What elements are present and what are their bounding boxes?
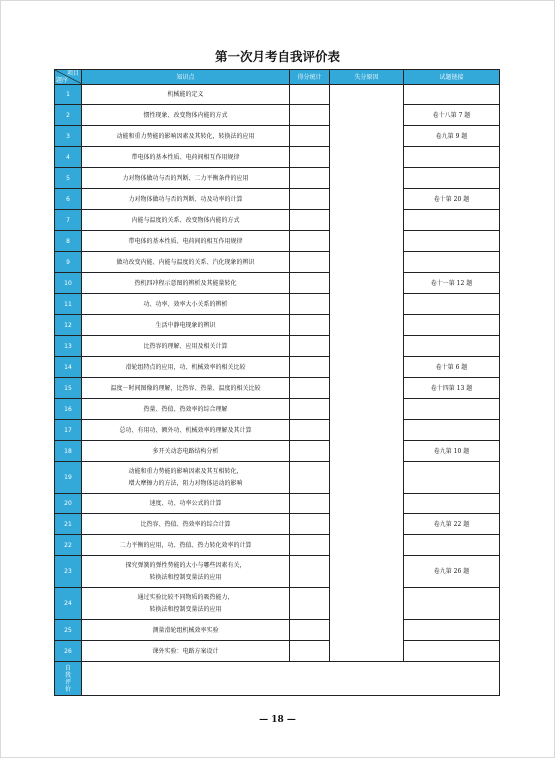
knowledge-text: 动能和重力势能的影响因素及其互相转化， <box>128 468 243 475</box>
score-cell[interactable] <box>290 168 330 189</box>
row-number: 23 <box>55 556 82 588</box>
question-link: 卷九第 26 题 <box>404 556 500 588</box>
self-eval-label <box>55 662 82 696</box>
table-row <box>55 535 500 556</box>
score-cell[interactable] <box>290 252 330 273</box>
table-row <box>55 441 500 462</box>
self-eval-char: 自 <box>64 664 71 672</box>
row-number: 18 <box>55 441 82 462</box>
page-number: — 18 — <box>259 715 296 725</box>
table-row <box>55 231 500 252</box>
self-eval-char: 价 <box>64 685 71 693</box>
table-row <box>55 315 500 336</box>
header-reason: 失分原因 <box>330 70 404 85</box>
header-score: 得分统计 <box>290 70 330 85</box>
knowledge-point <box>82 420 290 441</box>
question-link: 卷九第 10 题 <box>404 441 500 462</box>
score-cell[interactable] <box>290 85 330 105</box>
question-link <box>404 168 500 189</box>
row-number: 9 <box>55 252 82 273</box>
knowledge-text: 内能与温度的关系、改变物体内能的方式 <box>131 216 240 224</box>
score-cell[interactable] <box>290 126 330 147</box>
score-cell[interactable] <box>290 556 330 588</box>
knowledge-text: 比热容、热值、热效率的综合计算 <box>140 520 231 528</box>
knowledge-text: 通过实验比较不同物质的吸热能力， <box>137 594 234 601</box>
corner-bottom-label: 题序 <box>56 77 69 84</box>
row-number: 15 <box>55 378 82 399</box>
table-row <box>55 620 500 641</box>
corner-top-label: 项目 <box>66 70 79 77</box>
question-link <box>404 462 500 494</box>
header-link: 试题链接 <box>404 70 500 85</box>
score-cell[interactable] <box>290 105 330 126</box>
score-cell[interactable] <box>290 535 330 556</box>
question-link: 卷十第 20 题 <box>404 189 500 210</box>
knowledge-point <box>82 252 290 273</box>
table-row <box>55 588 500 620</box>
question-link <box>404 231 500 252</box>
score-cell[interactable] <box>290 399 330 420</box>
row-number: 1 <box>55 85 82 105</box>
knowledge-text-line2: 转换法和控制变量法的应用 <box>149 574 222 581</box>
table-row <box>55 357 500 378</box>
table-row <box>55 494 500 514</box>
knowledge-point <box>82 105 290 126</box>
question-link <box>404 399 500 420</box>
knowledge-point <box>82 535 290 556</box>
score-cell[interactable] <box>290 420 330 441</box>
row-number: 13 <box>55 336 82 357</box>
knowledge-text: 探究弹簧的弹性势能的大小与哪些因素有关， <box>125 562 246 569</box>
knowledge-point <box>82 85 290 105</box>
row-number: 24 <box>55 588 82 620</box>
knowledge-point <box>82 168 290 189</box>
knowledge-point <box>82 514 290 535</box>
knowledge-text: 测量滑轮组机械效率实验 <box>152 626 219 634</box>
knowledge-text: 课外实验：电路方案设计 <box>152 647 219 655</box>
question-link: 卷十八第 7 题 <box>404 105 500 126</box>
table-row <box>55 420 500 441</box>
table-row <box>55 336 500 357</box>
knowledge-text: 动能和重力势能的影响因素及其转化，转换法的应用 <box>116 132 255 140</box>
row-number: 19 <box>55 462 82 494</box>
table-row <box>55 85 500 105</box>
question-link <box>404 85 500 105</box>
knowledge-text: 温度－时间图像的理解，比热容、热量、温度的相关比较 <box>110 384 261 392</box>
question-link <box>404 588 500 620</box>
knowledge-point <box>82 294 290 315</box>
question-link <box>404 420 500 441</box>
knowledge-point <box>82 126 290 147</box>
score-cell[interactable] <box>290 210 330 231</box>
row-number: 5 <box>55 168 82 189</box>
score-cell[interactable] <box>290 189 330 210</box>
knowledge-text: 比热容的理解、应用及相关计算 <box>143 342 228 350</box>
row-number: 3 <box>55 126 82 147</box>
table-row <box>55 514 500 535</box>
table-row <box>55 641 500 662</box>
knowledge-point <box>82 189 290 210</box>
knowledge-text: 做功改变内能、内能与温度的关系、汽化现象的辨识 <box>116 258 255 266</box>
score-cell[interactable] <box>290 315 330 336</box>
score-cell[interactable] <box>290 336 330 357</box>
row-number: 6 <box>55 189 82 210</box>
question-link: 卷九第 22 题 <box>404 514 500 535</box>
score-cell[interactable] <box>290 588 330 620</box>
table-row <box>55 189 500 210</box>
question-link: 卷十四第 13 题 <box>404 378 500 399</box>
question-link <box>404 494 500 514</box>
table-row <box>55 462 500 494</box>
knowledge-text: 力对物体做功与否的判断、二力平衡条件的应用 <box>122 174 249 182</box>
knowledge-point <box>82 357 290 378</box>
row-number: 16 <box>55 399 82 420</box>
knowledge-text: 带电体的基本性质、电荷间相互作用规律 <box>131 153 240 161</box>
knowledge-text: 总功、有用功、额外功、机械效率的理解及其计算 <box>119 426 252 434</box>
knowledge-text: 多开关动态电路结构分析 <box>152 447 219 455</box>
knowledge-point <box>82 556 290 588</box>
knowledge-text: 力对物体做功与否的判断、功及功率的计算 <box>128 195 243 203</box>
question-link <box>404 210 500 231</box>
question-link <box>404 294 500 315</box>
knowledge-text: 生活中静电现象的辨识 <box>155 321 216 329</box>
table-row <box>55 399 500 420</box>
knowledge-text: 速度、功、功率公式的计算 <box>149 500 222 507</box>
corner-header-cell <box>55 70 82 85</box>
table-row <box>55 378 500 399</box>
question-link <box>404 315 500 336</box>
row-number: 17 <box>55 420 82 441</box>
knowledge-point <box>82 441 290 462</box>
row-number: 26 <box>55 641 82 662</box>
knowledge-text: 惯性现象、改变物体内能的方式 <box>143 111 228 119</box>
score-cell[interactable] <box>290 357 330 378</box>
table-row <box>55 147 500 168</box>
row-number: 21 <box>55 514 82 535</box>
knowledge-text: 机械能的定义 <box>167 91 204 98</box>
knowledge-text: 滑轮组特点的应用，功、机械效率的相关比较 <box>125 363 246 371</box>
knowledge-point <box>82 336 290 357</box>
score-cell[interactable] <box>290 514 330 535</box>
table-row <box>55 168 500 189</box>
knowledge-point <box>82 620 290 641</box>
knowledge-point <box>82 315 290 336</box>
row-number: 14 <box>55 357 82 378</box>
knowledge-point <box>82 210 290 231</box>
question-link: 卷十第 6 题 <box>404 357 500 378</box>
question-link <box>404 641 500 662</box>
knowledge-point <box>82 399 290 420</box>
score-cell[interactable] <box>290 378 330 399</box>
row-number: 20 <box>55 494 82 514</box>
knowledge-text: 带电体的基本性质、电荷间的相互作用规律 <box>128 237 243 245</box>
table-row <box>55 252 500 273</box>
score-cell[interactable] <box>290 641 330 662</box>
table-row <box>55 294 500 315</box>
self-eval-area[interactable] <box>82 662 500 696</box>
knowledge-text: 热量、热值、热效率的综合理解 <box>143 405 228 413</box>
row-number: 10 <box>55 273 82 294</box>
score-cell[interactable] <box>290 231 330 252</box>
page-title: 第一次月考自我评价表 <box>214 49 340 64</box>
header-knowledge: 知识点 <box>82 70 290 85</box>
knowledge-text: 热机四冲程示意图的辨析及其能量转化 <box>134 279 237 287</box>
question-link <box>404 620 500 641</box>
loss-reason-cell[interactable] <box>330 85 404 662</box>
knowledge-point <box>82 462 290 494</box>
knowledge-point <box>82 588 290 620</box>
question-link: 卷十一第 12 题 <box>404 273 500 294</box>
knowledge-point <box>82 231 290 252</box>
table-row <box>55 105 500 126</box>
self-evaluation-row <box>55 662 500 696</box>
row-number: 25 <box>55 620 82 641</box>
knowledge-text-line2: 增大摩擦力的方法，阻力对物体运动的影响 <box>128 480 243 487</box>
row-number: 4 <box>55 147 82 168</box>
table-row <box>55 556 500 588</box>
table-header-row <box>55 70 500 85</box>
score-cell[interactable] <box>290 294 330 315</box>
table-row <box>55 273 500 294</box>
knowledge-point <box>82 494 290 514</box>
row-number: 7 <box>55 210 82 231</box>
score-cell[interactable] <box>290 620 330 641</box>
knowledge-point <box>82 273 290 294</box>
knowledge-text: 二力平衡的应用，功、热值、热力转化效率的计算 <box>119 541 252 549</box>
question-link <box>404 535 500 556</box>
row-number: 2 <box>55 105 82 126</box>
knowledge-text-line2: 转换法和控制变量法的应用 <box>149 606 222 613</box>
self-evaluation-table <box>54 69 500 696</box>
self-eval-char: 我 <box>64 671 71 679</box>
row-number: 22 <box>55 535 82 556</box>
knowledge-point <box>82 641 290 662</box>
self-eval-char: 评 <box>64 678 71 686</box>
row-number: 12 <box>55 315 82 336</box>
score-cell[interactable] <box>290 494 330 514</box>
table-row <box>55 210 500 231</box>
question-link <box>404 252 500 273</box>
row-number: 11 <box>55 294 82 315</box>
score-cell[interactable] <box>290 441 330 462</box>
knowledge-point <box>82 378 290 399</box>
question-link: 卷九第 9 题 <box>404 126 500 147</box>
knowledge-point <box>82 147 290 168</box>
score-cell[interactable] <box>290 462 330 494</box>
score-cell[interactable] <box>290 147 330 168</box>
question-link <box>404 336 500 357</box>
row-number: 8 <box>55 231 82 252</box>
table-row <box>55 126 500 147</box>
knowledge-text: 功、功率、效率大小关系的辨析 <box>143 300 228 308</box>
question-link <box>404 147 500 168</box>
score-cell[interactable] <box>290 273 330 294</box>
